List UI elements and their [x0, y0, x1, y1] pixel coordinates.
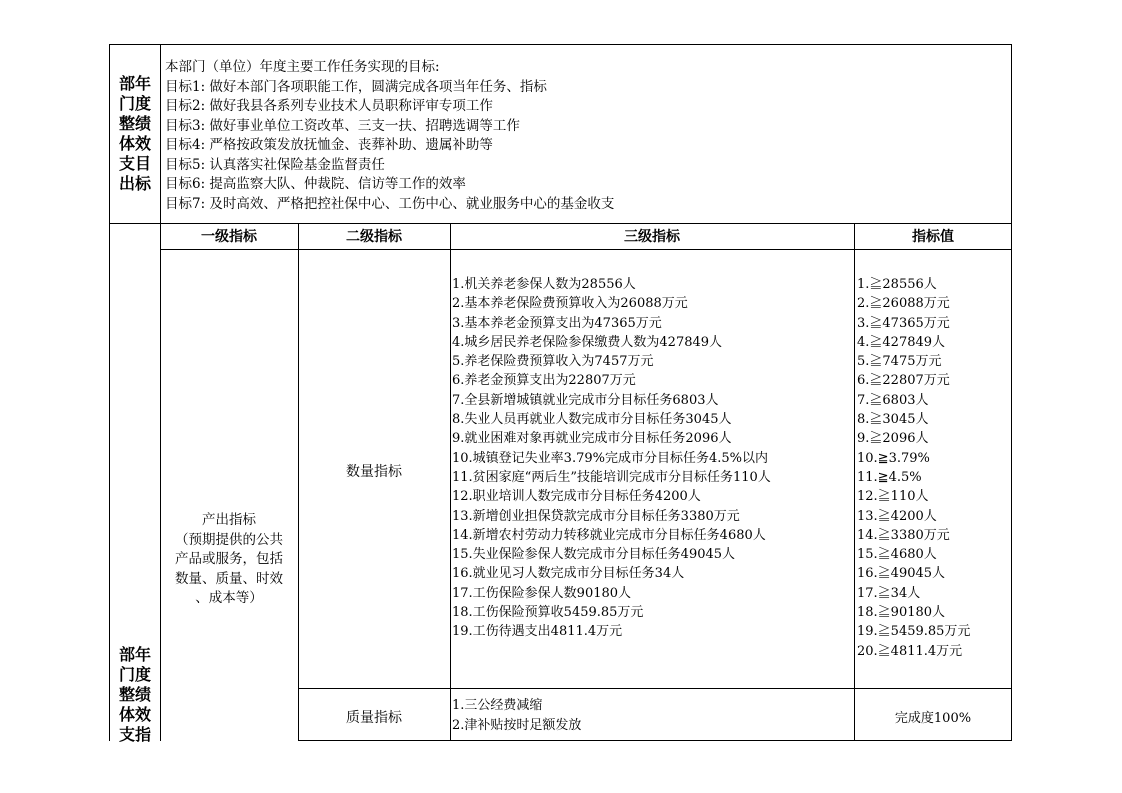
list-item: 1.三公经费减缩: [452, 698, 543, 713]
goal-item: 目标3: 做好事业单位工资改革、三支一扶、招聘选调等工作: [165, 117, 520, 134]
list-item: 10.城镇登记失业率3.79%完成市分目标任务4.5%以内: [452, 450, 768, 466]
divider: [298, 223, 299, 741]
list-item: 15.失业保险参保人数完成市分目标任务49045人: [452, 547, 736, 563]
divider: [160, 44, 161, 741]
value-item: 20.≧4811.4万元: [857, 643, 963, 659]
list-item: 19.工伤待遇支出4811.4万元: [452, 624, 623, 640]
section1-side-title: [115, 74, 155, 194]
list-item: 4.城乡居民养老保险参保缴费人数为427849人: [452, 334, 723, 350]
output-indicator-desc: （预期提供的公共: [175, 531, 283, 548]
value-item: 9.≧2096人: [857, 431, 929, 447]
list-item: 2.津补贴按时足额发放: [452, 718, 582, 733]
side-title-line: 部年: [118, 645, 151, 664]
list-item: 14.新增农村劳动力转移就业完成市分目标任务4680人: [452, 527, 766, 543]
list-item: 18.工伤保险预算收5459.85万元: [452, 605, 644, 621]
output-indicator-desc: 数量、质量、时效: [175, 570, 283, 587]
output-indicator-cell: [160, 511, 298, 609]
list-item: 11.贫困家庭“两后生”技能培训完成市分目标任务110人: [452, 469, 771, 485]
list-item: 8.失业人员再就业人数完成市分目标任务3045人: [452, 412, 732, 428]
value-item: 1.≧28556人: [857, 277, 937, 292]
output-indicator-title: 产出指标: [202, 512, 256, 528]
list-item: 1.机关养老参保人数为28556人: [452, 277, 636, 292]
divider: [854, 223, 855, 741]
output-indicator-desc: 、成本等）: [195, 590, 263, 606]
list-item: 6.养老金预算支出为22807万元: [452, 373, 636, 389]
goals-intro: 本部门（单位）年度主要工作任务实现的目标:: [165, 59, 440, 75]
header-level1: 一级指标: [201, 229, 257, 245]
value-item: 11.≧4.5%: [857, 469, 922, 485]
list-item: 13.新增创业担保贷款完成市分目标任务3380万元: [452, 508, 740, 524]
list-item: 17.工伤保险参保人数90180人: [452, 585, 632, 601]
side-title-line: 体效: [118, 705, 151, 724]
value-item: 19.≧5459.85万元: [857, 624, 971, 640]
divider: [298, 688, 1012, 689]
output-indicator-desc: 产品或服务，包括: [175, 551, 283, 567]
goals-block: [165, 58, 1005, 214]
quality-items: [452, 696, 852, 736]
value-item: 5.≧7475万元: [857, 354, 942, 370]
quantity-indicator-label: 数量指标: [346, 464, 402, 480]
goal-item: 目标2: 做好我县各系列专业技术人员职称评审专项工作: [165, 98, 493, 114]
section2-side-title: [115, 645, 155, 745]
side-title-line: 部年: [118, 74, 151, 93]
value-item: 2.≧26088万元: [857, 296, 950, 312]
goal-item: 目标6: 提高监察大队、仲裁院、信访等工作的效率: [165, 176, 466, 192]
divider: [160, 249, 1012, 250]
side-title-line: 支指: [118, 725, 151, 744]
header-value: 指标值: [912, 229, 954, 245]
list-item: 3.基本养老金预算支出为47365万元: [452, 315, 662, 331]
side-title-line: 门度: [118, 665, 151, 684]
goal-item: 目标4: 严格按政策发放抚恤金、丧葬补助、遗属补助等: [165, 137, 493, 153]
value-item: 18.≧90180人: [857, 605, 946, 621]
value-item: 10.≧3.79%: [857, 450, 930, 466]
value-item: 13.≧4200人: [857, 508, 937, 524]
quality-indicator-label: 质量指标: [346, 710, 402, 726]
list-item: 9.就业困难对象再就业完成市分目标任务2096人: [452, 431, 732, 447]
list-item: 7.全县新增城镇就业完成市分目标任务6803人: [452, 392, 719, 408]
value-item: 16.≧49045人: [857, 566, 946, 582]
quantity-items: [452, 275, 852, 642]
goal-item: 目标1: 做好本部门各项职能工作，圆满完成各项当年任务、指标: [165, 78, 547, 95]
header-level2: 二级指标: [346, 229, 402, 245]
divider: [109, 223, 1012, 224]
header-level3: 三级指标: [624, 229, 680, 245]
side-title-line: 整绩: [118, 114, 151, 133]
list-item: 16.就业见习人数完成市分目标任务34人: [452, 566, 685, 582]
side-title-line: 整绩: [118, 685, 151, 704]
value-item: 7.≧6803人: [857, 392, 929, 408]
side-title-line: 出标: [118, 174, 151, 193]
side-title-line: 体效: [118, 134, 151, 153]
value-item: 15.≧4680人: [857, 547, 937, 563]
goal-item: 目标5: 认真落实社保险基金监督责任: [165, 156, 385, 173]
quality-value: 完成度100%: [894, 711, 972, 726]
value-item: 8.≧3045人: [857, 412, 929, 428]
side-title-line: 支目: [118, 154, 151, 173]
value-item: 4.≧427849人: [857, 334, 946, 350]
goal-item: 目标7: 及时高效、严格把控社保中心、工伤中心、就业服务中心的基金收支: [165, 195, 615, 212]
list-item: 5.养老保险费预算收入为7457万元: [452, 354, 654, 370]
value-item: 14.≧3380万元: [857, 527, 950, 543]
divider: [450, 223, 451, 741]
value-item: 6.≧22807万元: [857, 373, 950, 389]
side-title-line: 门度: [118, 94, 151, 113]
list-item: 2.基本养老保险费预算收入为26088万元: [452, 296, 688, 312]
value-item: 3.≧47365万元: [857, 315, 950, 331]
value-item: 17.≧34人: [857, 585, 921, 601]
quantity-values: [857, 275, 1007, 661]
divider: [298, 740, 1012, 741]
list-item: 12.职业培训人数完成市分目标任务4200人: [452, 489, 701, 505]
value-item: 12.≧110人: [857, 489, 929, 505]
